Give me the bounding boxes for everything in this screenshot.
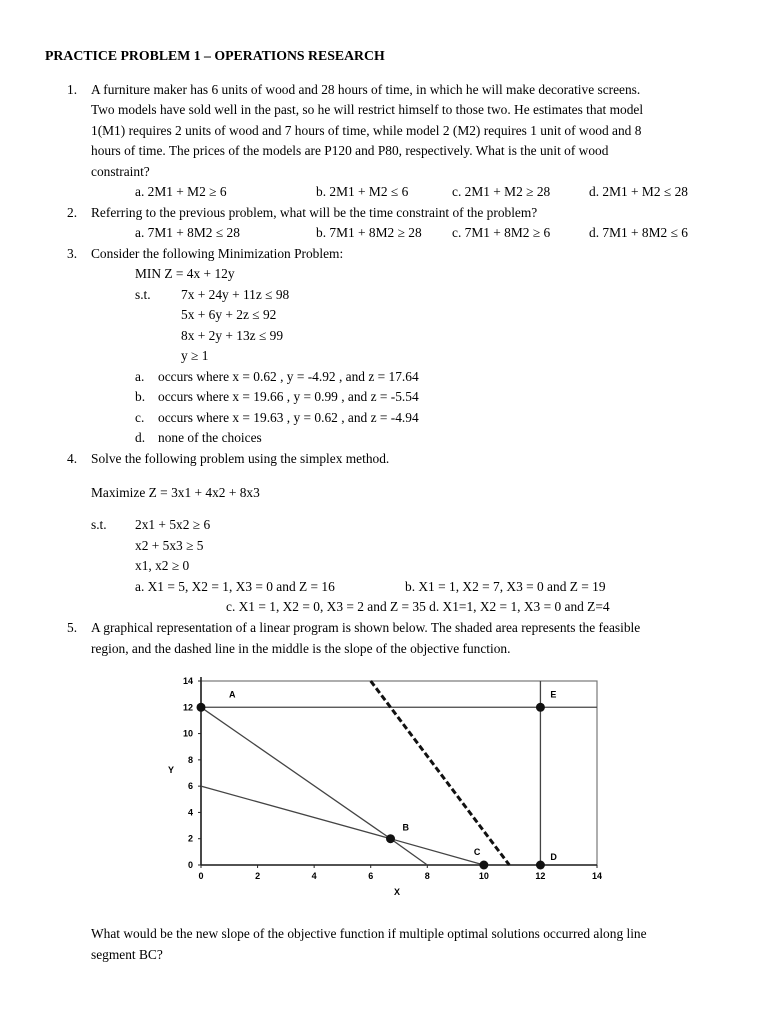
q1-choice-a: a. 2M1 + M2 ≥ 6 (135, 184, 227, 199)
q3-st: s.t. (135, 287, 151, 302)
x-axis-label: X (393, 887, 401, 897)
q1-choice-d: d. 2M1 + M2 ≤ 28 (589, 184, 688, 199)
x-tick-label: 0 (198, 871, 204, 881)
q1-number: 1. (67, 82, 78, 97)
corner-point-label: D (550, 852, 557, 862)
q4-constraint: x1, x2 ≥ 0 (135, 558, 190, 573)
q2-number: 2. (67, 205, 78, 220)
corner-point (536, 861, 545, 870)
q2-choice-d: d. 7M1 + 8M2 ≤ 6 (589, 225, 688, 240)
q2-choice-c: c. 7M1 + 8M2 ≥ 6 (452, 225, 551, 240)
q3-choice-text: occurs where x = 19.63 , y = 0.62 , and z = -4.94 (158, 410, 419, 425)
y-tick-label: 6 (187, 781, 193, 792)
q3-choice-letter: d. (135, 430, 146, 445)
page-title: PRACTICE PROBLEM 1 – OPERATIONS RESEARCH (45, 48, 385, 63)
constraint-line (201, 786, 427, 865)
q3-constraint: 8x + 2y + 13z ≤ 99 (181, 328, 284, 343)
corner-point (536, 703, 545, 712)
q4-objective: Maximize Z = 3x1 + 4x2 + 8x3 (91, 485, 260, 500)
y-tick-label: 8 (187, 754, 193, 765)
q3-choice-text: occurs where x = 0.62 , y = -4.92 , and z = 17.64 (158, 369, 419, 384)
y-tick-label: 2 (187, 833, 193, 844)
x-tick-label: 8 (424, 871, 430, 881)
q3-constraint: 5x + 6y + 2z ≤ 92 (181, 307, 277, 322)
x-tick-label: 10 (478, 871, 489, 881)
q4-text: Solve the following problem using the simplex method. (91, 451, 390, 466)
x-tick-label: 4 (311, 871, 317, 881)
q5-question-line: What would be the new slope of the objective function if multiple optimal solutions occurred along line (91, 926, 647, 941)
q4-constraint: 2x1 + 5x2 ≥ 6 (135, 517, 211, 532)
q1-choice-b: b. 2M1 + M2 ≤ 6 (316, 184, 409, 199)
q4-constraint: x2 + 5x3 ≥ 5 (135, 538, 204, 553)
q4-number: 4. (67, 451, 78, 466)
q5-line: A graphical representation of a linear program is shown below. The shaded area represents the feasible (91, 620, 641, 635)
q3-constraint: 7x + 24y + 11z ≤ 98 (181, 287, 290, 302)
q3-text: Consider the following Minimization Problem: (91, 246, 344, 261)
corner-point (197, 703, 206, 712)
x-tick-label: 14 (591, 871, 603, 881)
q5-line: region, and the dashed line in the middle is the slope of the objective function. (91, 641, 511, 656)
q5-number: 5. (67, 620, 78, 635)
y-axis-label: Y (167, 765, 175, 775)
y-tick-label: 10 (182, 728, 193, 739)
q3-choice-text: occurs where x = 19.66 , y = 0.99 , and z = -5.54 (158, 389, 419, 404)
y-tick-label: 14 (182, 676, 193, 686)
y-tick-label: 0 (187, 860, 193, 870)
y-tick-label: 4 (187, 807, 193, 818)
q4-st: s.t. (91, 517, 107, 532)
q3-choice-letter: b. (135, 389, 146, 404)
x-tick-label: 6 (368, 871, 374, 881)
q3-constraint: y ≥ 1 (181, 348, 209, 363)
x-tick-label: 2 (255, 871, 261, 881)
corner-point (479, 861, 488, 870)
q4-choice-b: b. X1 = 1, X2 = 7, X3 = 0 and Z = 19 (405, 579, 606, 594)
x-tick-label: 12 (535, 871, 546, 881)
q3-choice-letter: c. (135, 410, 145, 425)
q3-objective: MIN Z = 4x + 12y (135, 266, 235, 281)
y-tick-label: 12 (182, 702, 193, 713)
q3-number: 3. (67, 246, 78, 261)
corner-point-label: A (229, 689, 236, 700)
q2-choice-b: b. 7M1 + 8M2 ≥ 28 (316, 225, 422, 240)
corner-point (386, 834, 395, 843)
q1-line: hours of time. The prices of the models are P120 and P80, respectively. What is the unit of wood (91, 143, 609, 158)
q1-line: Two models have sold well in the past, so he will restrict himself to those two. He estimates that model (91, 102, 644, 117)
q5-question-line: segment BC? (91, 947, 163, 962)
corner-point-label: E (550, 689, 557, 700)
q4-choice-a: a. X1 = 5, X2 = 1, X3 = 0 and Z = 16 (135, 579, 335, 594)
corner-point-label: B (402, 822, 410, 833)
q2-text: Referring to the previous problem, what will be the time constraint of the problem? (91, 205, 538, 220)
q1-line: 1(M1) requires 2 units of wood and 7 hours of time, while model 2 (M2) requires 1 unit of wood and 8 (91, 123, 642, 138)
q2-choice-a: a. 7M1 + 8M2 ≤ 28 (135, 225, 240, 240)
q3-choice-text: none of the choices (158, 430, 262, 445)
q4-choice-cd: c. X1 = 1, X2 = 0, X3 = 2 and Z = 35 d. X1=1, X2 = 1, X3 = 0 and Z=4 (226, 599, 610, 614)
q1-line: A furniture maker has 6 units of wood and 28 hours of time, in which he will make decorative screens. (91, 82, 641, 97)
q1-choice-c: c. 2M1 + M2 ≥ 28 (452, 184, 551, 199)
constraint-line (201, 707, 484, 865)
q3-choice-letter: a. (135, 369, 145, 384)
q1-line: constraint? (91, 164, 150, 179)
corner-point-label: C (473, 847, 481, 857)
